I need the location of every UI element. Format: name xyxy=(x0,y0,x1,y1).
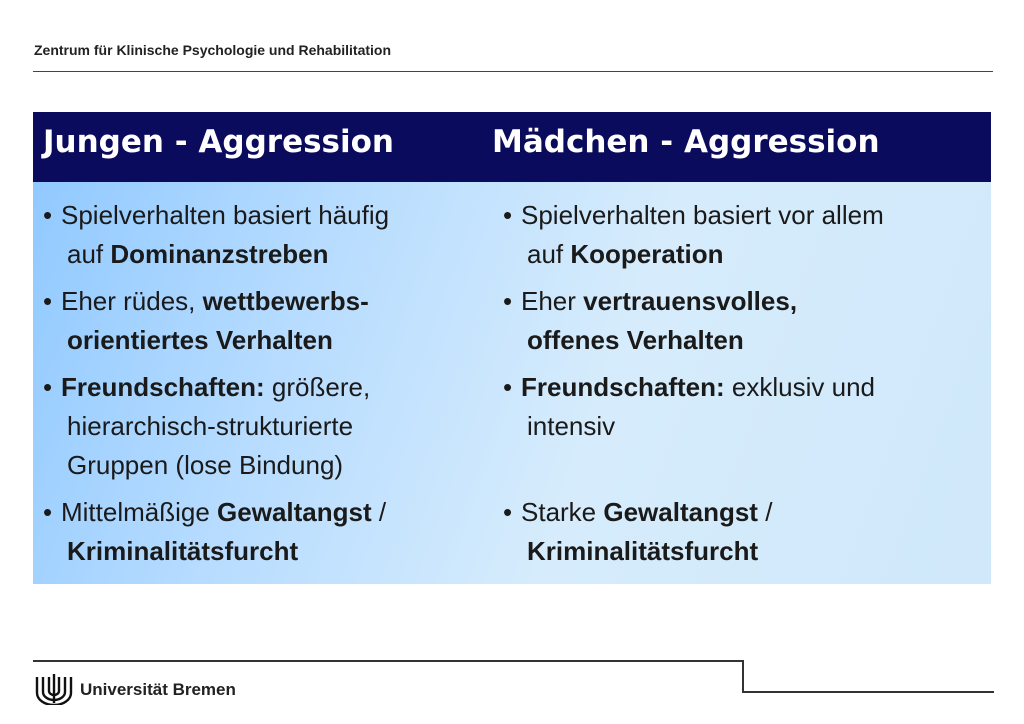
bullet-icon: • xyxy=(503,200,513,230)
list-item: • Freundschaften: größere, hierarchisch-strukturierte Gruppen (lose Bindung) xyxy=(43,368,370,485)
footer-divider-vertical xyxy=(742,660,744,693)
header-divider xyxy=(33,71,993,72)
list-item: • Starke Gewaltangst / Kriminalitätsfurcht xyxy=(503,493,772,571)
comparison-table xyxy=(33,112,991,584)
column-title-girls: Mädchen - Aggression xyxy=(492,124,880,160)
university-bremen-logo-icon xyxy=(34,673,74,705)
list-item: • Eher vertrauensvolles, offenes Verhalten xyxy=(503,282,797,360)
footer-divider-short xyxy=(742,691,994,693)
university-name: Universität Bremen xyxy=(80,680,236,699)
list-item: • Mittelmäßige Gewaltangst / Kriminalitätsfurcht xyxy=(43,493,386,571)
list-item: • Spielverhalten basiert häufig auf Dominanzstreben xyxy=(43,196,389,274)
header-title: Zentrum für Klinische Psychologie und Rehabilitation xyxy=(34,42,392,58)
bullet-icon: • xyxy=(43,286,53,316)
bullet-icon: • xyxy=(43,200,53,230)
bullet-icon: • xyxy=(503,286,513,316)
list-item: • Freundschaften: exklusiv und intensiv xyxy=(503,368,875,446)
bullet-icon: • xyxy=(503,497,513,527)
bullet-icon: • xyxy=(43,497,53,527)
table-header xyxy=(33,112,991,182)
list-item: • Eher rüdes, wettbewerbs- orientiertes Verhalten xyxy=(43,282,369,360)
column-title-boys: Jungen - Aggression xyxy=(43,124,394,160)
footer-divider xyxy=(33,660,743,662)
bullet-icon: • xyxy=(503,372,513,402)
bullet-icon: • xyxy=(43,372,53,402)
list-item: • Spielverhalten basiert vor allem auf Kooperation xyxy=(503,196,884,274)
